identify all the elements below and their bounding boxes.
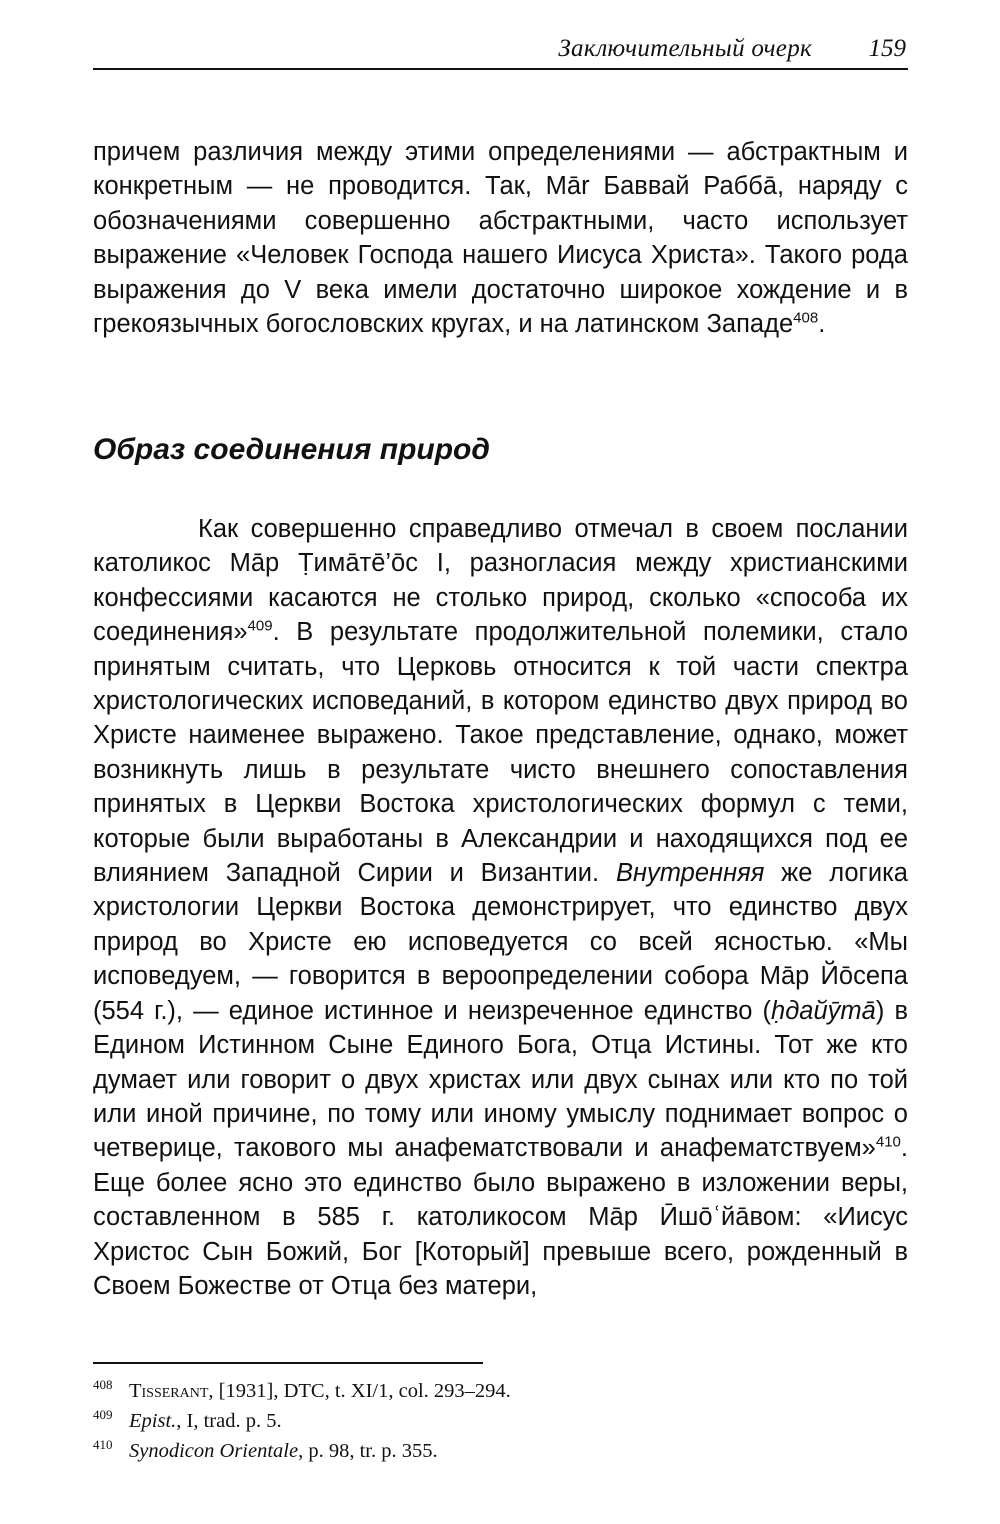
paragraph-text: . В результате продолжительной полемики, стало принятым считать, что Церковь относится к той части спектра христологических исповеданий, в котором единство двух природ во Христе наименее выражено. Такое представление, однако, может возникнуть лишь в результате чисто внешнего сопоставления принятых в Церкви Востока христологических формул с теми, которые были выработаны в Александрии и находящихся под ее влиянием Западной Сирии и Византии. xyxy=(93,618,908,888)
footnote-title: Synodicon Orientale xyxy=(129,1440,299,1462)
footnotes xyxy=(93,1376,908,1466)
running-head xyxy=(93,32,908,70)
footnote-author: Tisserant xyxy=(129,1380,209,1402)
footnote-text: , I, trad. p. 5. xyxy=(176,1410,282,1432)
transliterated-term: ḥдайӯтā xyxy=(771,996,876,1025)
footnote-text: , p. 98, tr. p. 355. xyxy=(298,1440,438,1462)
paragraph-text: . xyxy=(818,310,826,339)
footnote-divider xyxy=(93,1362,483,1364)
footnote-text: , [1931], DTC, t. XI/1, col. 293–294. xyxy=(208,1380,511,1402)
footnote-title: Epist. xyxy=(129,1410,177,1432)
paragraph-continuation xyxy=(93,135,908,341)
section-heading: Образ соединения природ xyxy=(93,433,490,466)
emphasis-text: Внутренняя xyxy=(615,859,765,888)
paragraph-text: причем различия между этими определениями — абстрактным и конкретным — не проводится. Так, Мār Баввай Раббā, наряду с обозначениями совершенно абстрактными, часто использует выражение «Человек Господа нашего Иисуса Христа». Такого рода выражения до V века имели достаточно широкое хождение и в грекоязычных богословских кругах, и на латинском Западе xyxy=(93,138,908,339)
footnote-ref-408[interactable]: 408 xyxy=(793,309,819,327)
footnote-ref-409[interactable]: 409 xyxy=(247,617,273,635)
paragraph-text: Как совершенно справедливо отмечал в своем послании католикос Мāр Ṭимāтē’ōс I, разногласия между христианскими конфессиями касаются не столько природ, сколько «способа их соединения» xyxy=(93,515,908,647)
paragraph-text: же логика христологии Церкви Востока демонстрирует, что единство двух природ во Христе ею исповедуется со всей ясностью. «Мы исповедуем, — говорится в вероопределении собора Мāр Йōсепа (554 г.), — единое истинное и неизреченное единство ( xyxy=(93,859,908,1025)
footnote-ref-410[interactable]: 410 xyxy=(875,1133,901,1151)
running-head-title: Заключительный очерк xyxy=(558,35,812,62)
footnote-408: 408 Tisserant, [1931], DTC, t. XI/1, col. 293–294. xyxy=(93,1377,511,1402)
paragraph-text: ) в Едином Истинном Сыне Единого Бога, Отца Истины. Тот же кто думает или говорит о двух христах или двух сынах или кто по той или иной причине, по тому или иному умыслу поднимает вопрос о четверице, таковогo мы анафематствовали и анафематствуем» xyxy=(93,996,908,1163)
page-number: 159 xyxy=(868,35,906,62)
paragraph-text: . Еще более ясно это единство было выражено в изложении веры, составленном в 585 г. католикосом Мāр Ӣшōʿйāвом: «Иисус Христос Сын Божий, Бог [Который] превыше всего, рожденный в Своем Божестве от Отца без матери, xyxy=(93,1134,908,1300)
footnote-410: 410 Synodicon Orientale, p. 98, tr. p. 355. xyxy=(93,1437,438,1462)
paragraph-main xyxy=(93,512,908,1303)
footnote-409: 409 Epist., I, trad. p. 5. xyxy=(93,1407,282,1432)
